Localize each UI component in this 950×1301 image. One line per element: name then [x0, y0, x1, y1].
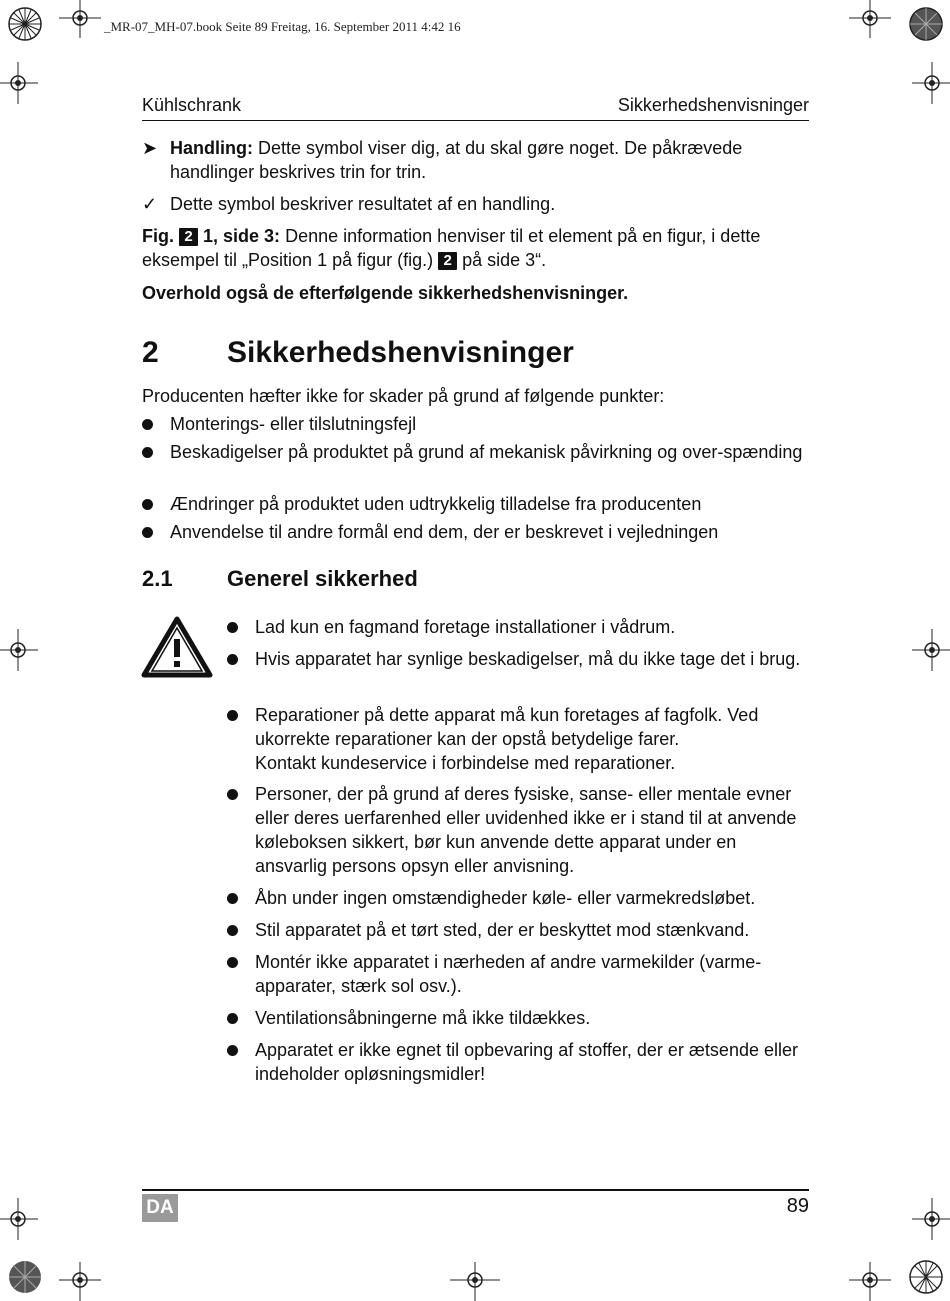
crosshair-mark-icon — [845, 1260, 895, 1301]
crosshair-mark-icon — [910, 1194, 950, 1244]
language-badge: DA — [142, 1194, 178, 1222]
list-item: Reparationer på dette apparat må kun foretages af fagfolk. Ved ukorrekte reparationer kan der opstå betydelige farer. Kontakt kundeservice i forbindelse med reparationer. — [227, 703, 811, 775]
handling-text: Dette symbol viser dig, at du skal gøre noget. De påkrævede handlinger beskrives trin for trin. — [170, 138, 743, 182]
list-item: Ventilationsåbningerne må ikke tildækkes. — [227, 1006, 811, 1030]
observe-text: Overhold også de efterfølgende sikkerhedshenvisninger. — [142, 283, 629, 303]
crosshair-mark-icon — [450, 1260, 500, 1301]
list-item: Monterings- eller tilslutningsfejl — [142, 412, 810, 436]
crosshair-mark-icon — [0, 58, 40, 108]
footer-divider — [142, 1189, 809, 1191]
crosshair-mark-icon — [55, 0, 105, 40]
warning-triangle-icon — [141, 616, 213, 678]
result-note — [142, 192, 810, 216]
list-item: Montér ikke apparatet i nærheden af andre varmekilder (varme-apparater, stærk sol osv.). — [227, 950, 811, 998]
bullet-icon — [227, 789, 238, 800]
list-item: Hvis apparatet har synlige beskadigelser, må du ikke tage det i brug. — [227, 647, 811, 671]
list-item: Personer, der på grund af deres fysiske, sanse- eller mentale evner eller deres uerfarenhed eller uvidenhed ikke er i stand til at anvende køleboksen sikkert, bør kun anvende dette apparat under en ansvarlig persons opsyn eller anvisning. — [227, 782, 811, 878]
figure-number-badge: 2 — [179, 228, 198, 246]
header-left: Kühlschrank — [142, 95, 242, 115]
list-item: Ændringer på produktet uden udtrykkelig tilladelse fra producenten — [142, 492, 810, 516]
fig-text-2: på side 3“. — [457, 250, 547, 270]
bullet-icon — [227, 654, 238, 665]
bullet-icon — [142, 447, 153, 458]
bullet-icon — [227, 925, 238, 936]
list-item: Åbn under ingen omstændigheder køle- eller varmekredsløbet. — [227, 886, 811, 910]
handling-note — [142, 136, 810, 184]
subsection-title: Generel sikkerhed — [227, 566, 418, 591]
list-item: Lad kun en fagmand foretage installationer i vådrum. — [227, 615, 811, 639]
registration-mark-icon — [900, 0, 950, 50]
bullet-icon — [227, 893, 238, 904]
bullet-icon — [227, 1045, 238, 1056]
registration-mark-icon — [900, 1252, 950, 1301]
observe-note — [142, 281, 810, 305]
page-number: 89 — [786, 1195, 809, 1217]
arrow-icon: ➤ — [142, 138, 158, 158]
registration-mark-icon — [0, 0, 50, 50]
bullet-icon — [227, 1013, 238, 1024]
section-lead: Producenten hæfter ikke for skader på grund af følgende punkter: — [142, 386, 665, 406]
registration-mark-icon — [0, 1252, 50, 1301]
section-number: 2 — [142, 336, 159, 369]
handling-label: Handling: — [170, 138, 253, 158]
list-item: Apparatet er ikke egnet til opbevaring af stoffer, der er ætsende eller indeholder opløsningsmidler! — [227, 1038, 811, 1086]
figure-number-badge: 2 — [438, 252, 457, 270]
section-heading — [142, 336, 574, 370]
subsection-number: 2.1 — [142, 566, 173, 591]
bullet-icon — [142, 499, 153, 510]
list-item: Anvendelse til andre formål end dem, der er beskrevet i vejledningen — [142, 520, 810, 544]
crosshair-mark-icon — [55, 1260, 105, 1301]
figure-reference-note — [142, 224, 810, 272]
crosshair-mark-icon — [845, 0, 895, 40]
bullet-icon — [227, 957, 238, 968]
crosshair-mark-icon — [910, 625, 950, 675]
checkmark-icon: ✓ — [142, 194, 158, 214]
crosshair-mark-icon — [0, 625, 40, 675]
fig-text-1: Denne information henviser til et element på en figur, i dette eksempel til „Position 1 på figur (fig.) — [142, 226, 761, 270]
list-item: Beskadigelser på produktet på grund af mekanisk påvirkning og over-spænding — [142, 440, 810, 464]
bullet-icon — [227, 622, 238, 633]
subsection-heading — [142, 566, 418, 592]
print-info-line: _MR-07_MH-07.book Seite 89 Freitag, 16. September 2011 4:42 16 — [104, 19, 461, 34]
bullet-icon — [227, 710, 238, 721]
result-text: Dette symbol beskriver resultatet af en handling. — [170, 194, 556, 214]
crosshair-mark-icon — [0, 1194, 40, 1244]
fig-ref: 1, side 3: — [198, 226, 281, 246]
section-title: Sikkerhedshenvisninger — [227, 336, 574, 369]
header-divider — [142, 120, 809, 121]
bullet-icon — [142, 419, 153, 430]
header-right: Sikkerhedshenvisninger — [617, 95, 809, 115]
bullet-icon — [142, 527, 153, 538]
fig-label: Fig. — [142, 226, 174, 246]
crosshair-mark-icon — [910, 58, 950, 108]
list-item: Stil apparatet på et tørt sted, der er beskyttet mod stænkvand. — [227, 918, 811, 942]
